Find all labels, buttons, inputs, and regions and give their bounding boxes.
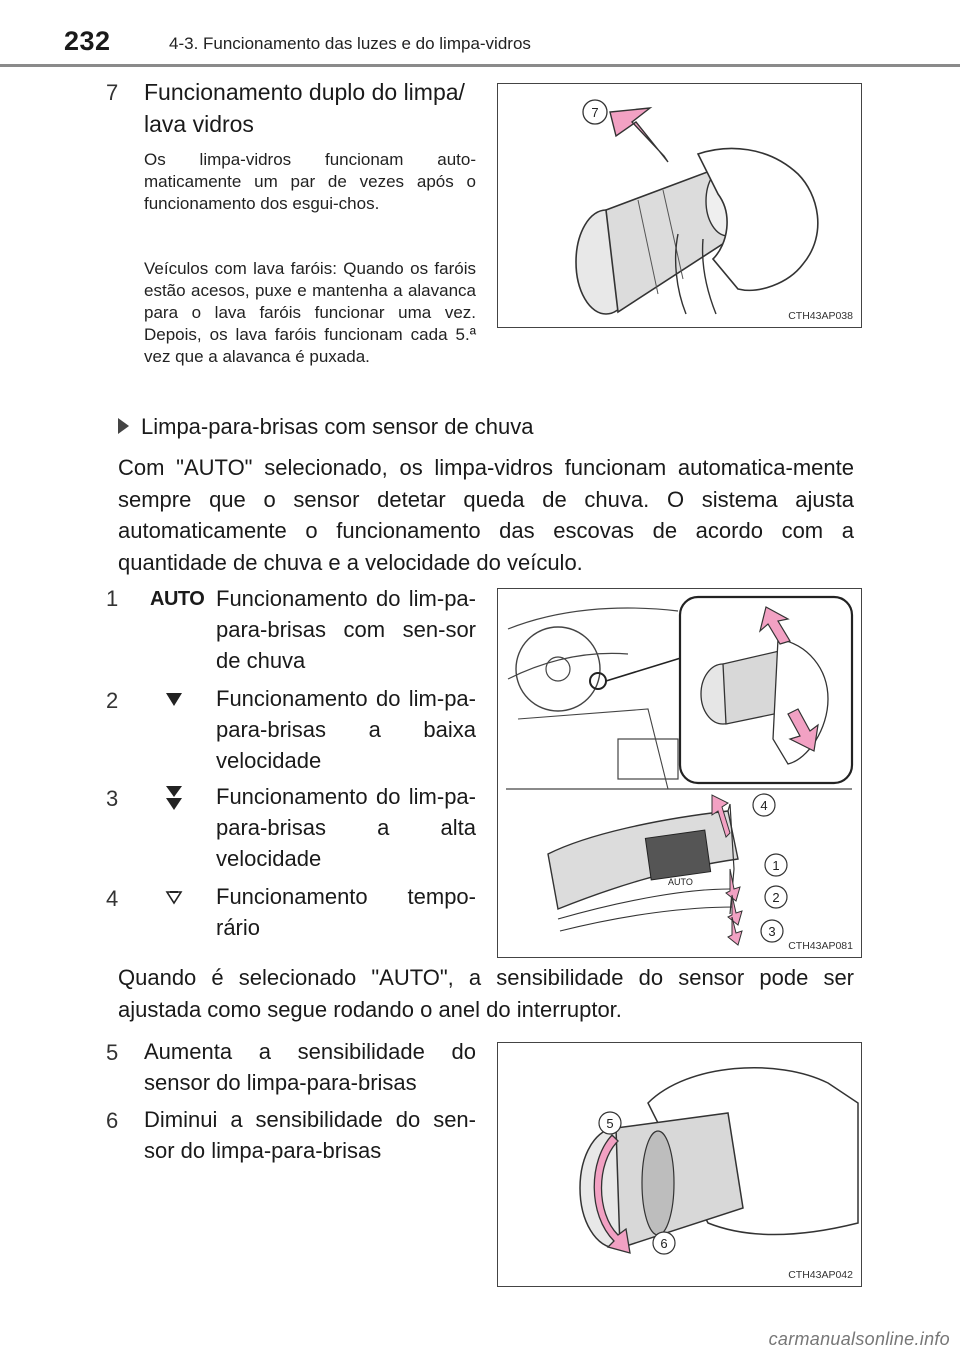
section7-heading: Funcionamento duplo do limpa/ lava vidros [144,79,465,137]
auto-symbol: AUTO [150,588,205,610]
callout-1: 1 [772,858,780,873]
rain-sensor-subheading [118,411,638,443]
section7-para2: Veículos com lava faróis: Quando os faróis estão acesos, puxe e mantenha a alavanca para o lava faróis funcionar uma vez. Depois, os lava faróis funcionam cada 5.ª vez que a alavanca é puxada. [144,259,476,366]
sensitivity-ring [642,1131,674,1235]
rain-sensor-illustration [498,589,860,956]
hollow-chevron-icon [164,888,184,906]
dash-line [518,709,668,789]
callout-2: 2 [772,890,780,905]
figure-code: CTH43AP042 [788,1269,853,1281]
item-4-text: Funcionamento tempo-rário [216,884,476,940]
item-marker-7: 7 [106,80,119,105]
header-rule [0,64,960,67]
figure-sensitivity-ring [497,1042,862,1287]
item-2-text: Funcionamento do lim-pa-para-brisas a baixa velocidade [216,686,476,773]
figure-code: CTH43AP038 [788,310,853,322]
item-1-text: Funcionamento do lim-pa-para-brisas com sen-sor de chuva [216,586,476,673]
callout-5: 5 [606,1116,614,1131]
steering-wheel [516,627,600,711]
item-5-text: Aumenta a sensibilidade do sensor do limpa-para-brisas [144,1039,476,1095]
sensitivity-illustration [498,1043,860,1285]
triangle-bullet-icon [118,418,129,434]
callout-7: 7 [591,105,599,120]
washer-lever-illustration [498,84,860,326]
dash-line [508,608,678,629]
rain-sensor-subheading-text: Limpa-para-brisas com sensor de chuva [141,414,534,439]
callout-3: 3 [768,924,776,939]
item-marker-3: 3 [106,786,119,811]
item-3-text: Funcionamento do lim-pa-para-brisas a alta velocidade [216,784,476,871]
item-marker-4: 4 [106,886,119,911]
leader-line [606,657,684,681]
item-marker-1: 1 [106,586,119,611]
running-title: 4-3. Funcionamento das luzes e do limpa-vidros [169,34,531,53]
item-marker-2: 2 [106,688,119,713]
figure-washer-lever [497,83,862,328]
page-number: 232 [64,26,111,56]
item-6-text: Diminui a sensibilidade do sen-sor do limpa-para-brisas [144,1107,476,1163]
stalk-outline [560,907,734,931]
section7-para1: Os limpa-vidros funcionam auto-maticamente um par de vezes após o funcionamento dos esgui-chos. [144,150,476,213]
stalk-dial [645,830,710,880]
stalk-auto-label: AUTO [668,877,693,887]
callout-4: 4 [760,798,768,813]
double-chevron-icon [164,784,184,812]
callout-6: 6 [660,1236,668,1251]
center-display [618,739,678,779]
figure-code: CTH43AP081 [788,940,853,952]
figure-rain-sensor-stalk [497,588,862,958]
watermark: carmanualsonline.info [768,1329,950,1349]
sensitivity-intro: Quando é selecionado "AUTO", a sensibilidade do sensor pode ser ajustada como segue rodando o anel do interruptor. [118,965,854,1022]
item-marker-6: 6 [106,1108,119,1133]
rain-sensor-intro: Com "AUTO" selecionado, os limpa-vidros funcionam automatica-mente sempre que o sensor detetar queda de chuva. O sistema ajusta automaticamente o funcionamento das escovas de acordo com a quantidade de chuva e a velocidade do veículo. [118,455,854,575]
single-chevron-icon [164,690,184,708]
item-marker-5: 5 [106,1040,119,1065]
pull-arrow [610,108,668,162]
